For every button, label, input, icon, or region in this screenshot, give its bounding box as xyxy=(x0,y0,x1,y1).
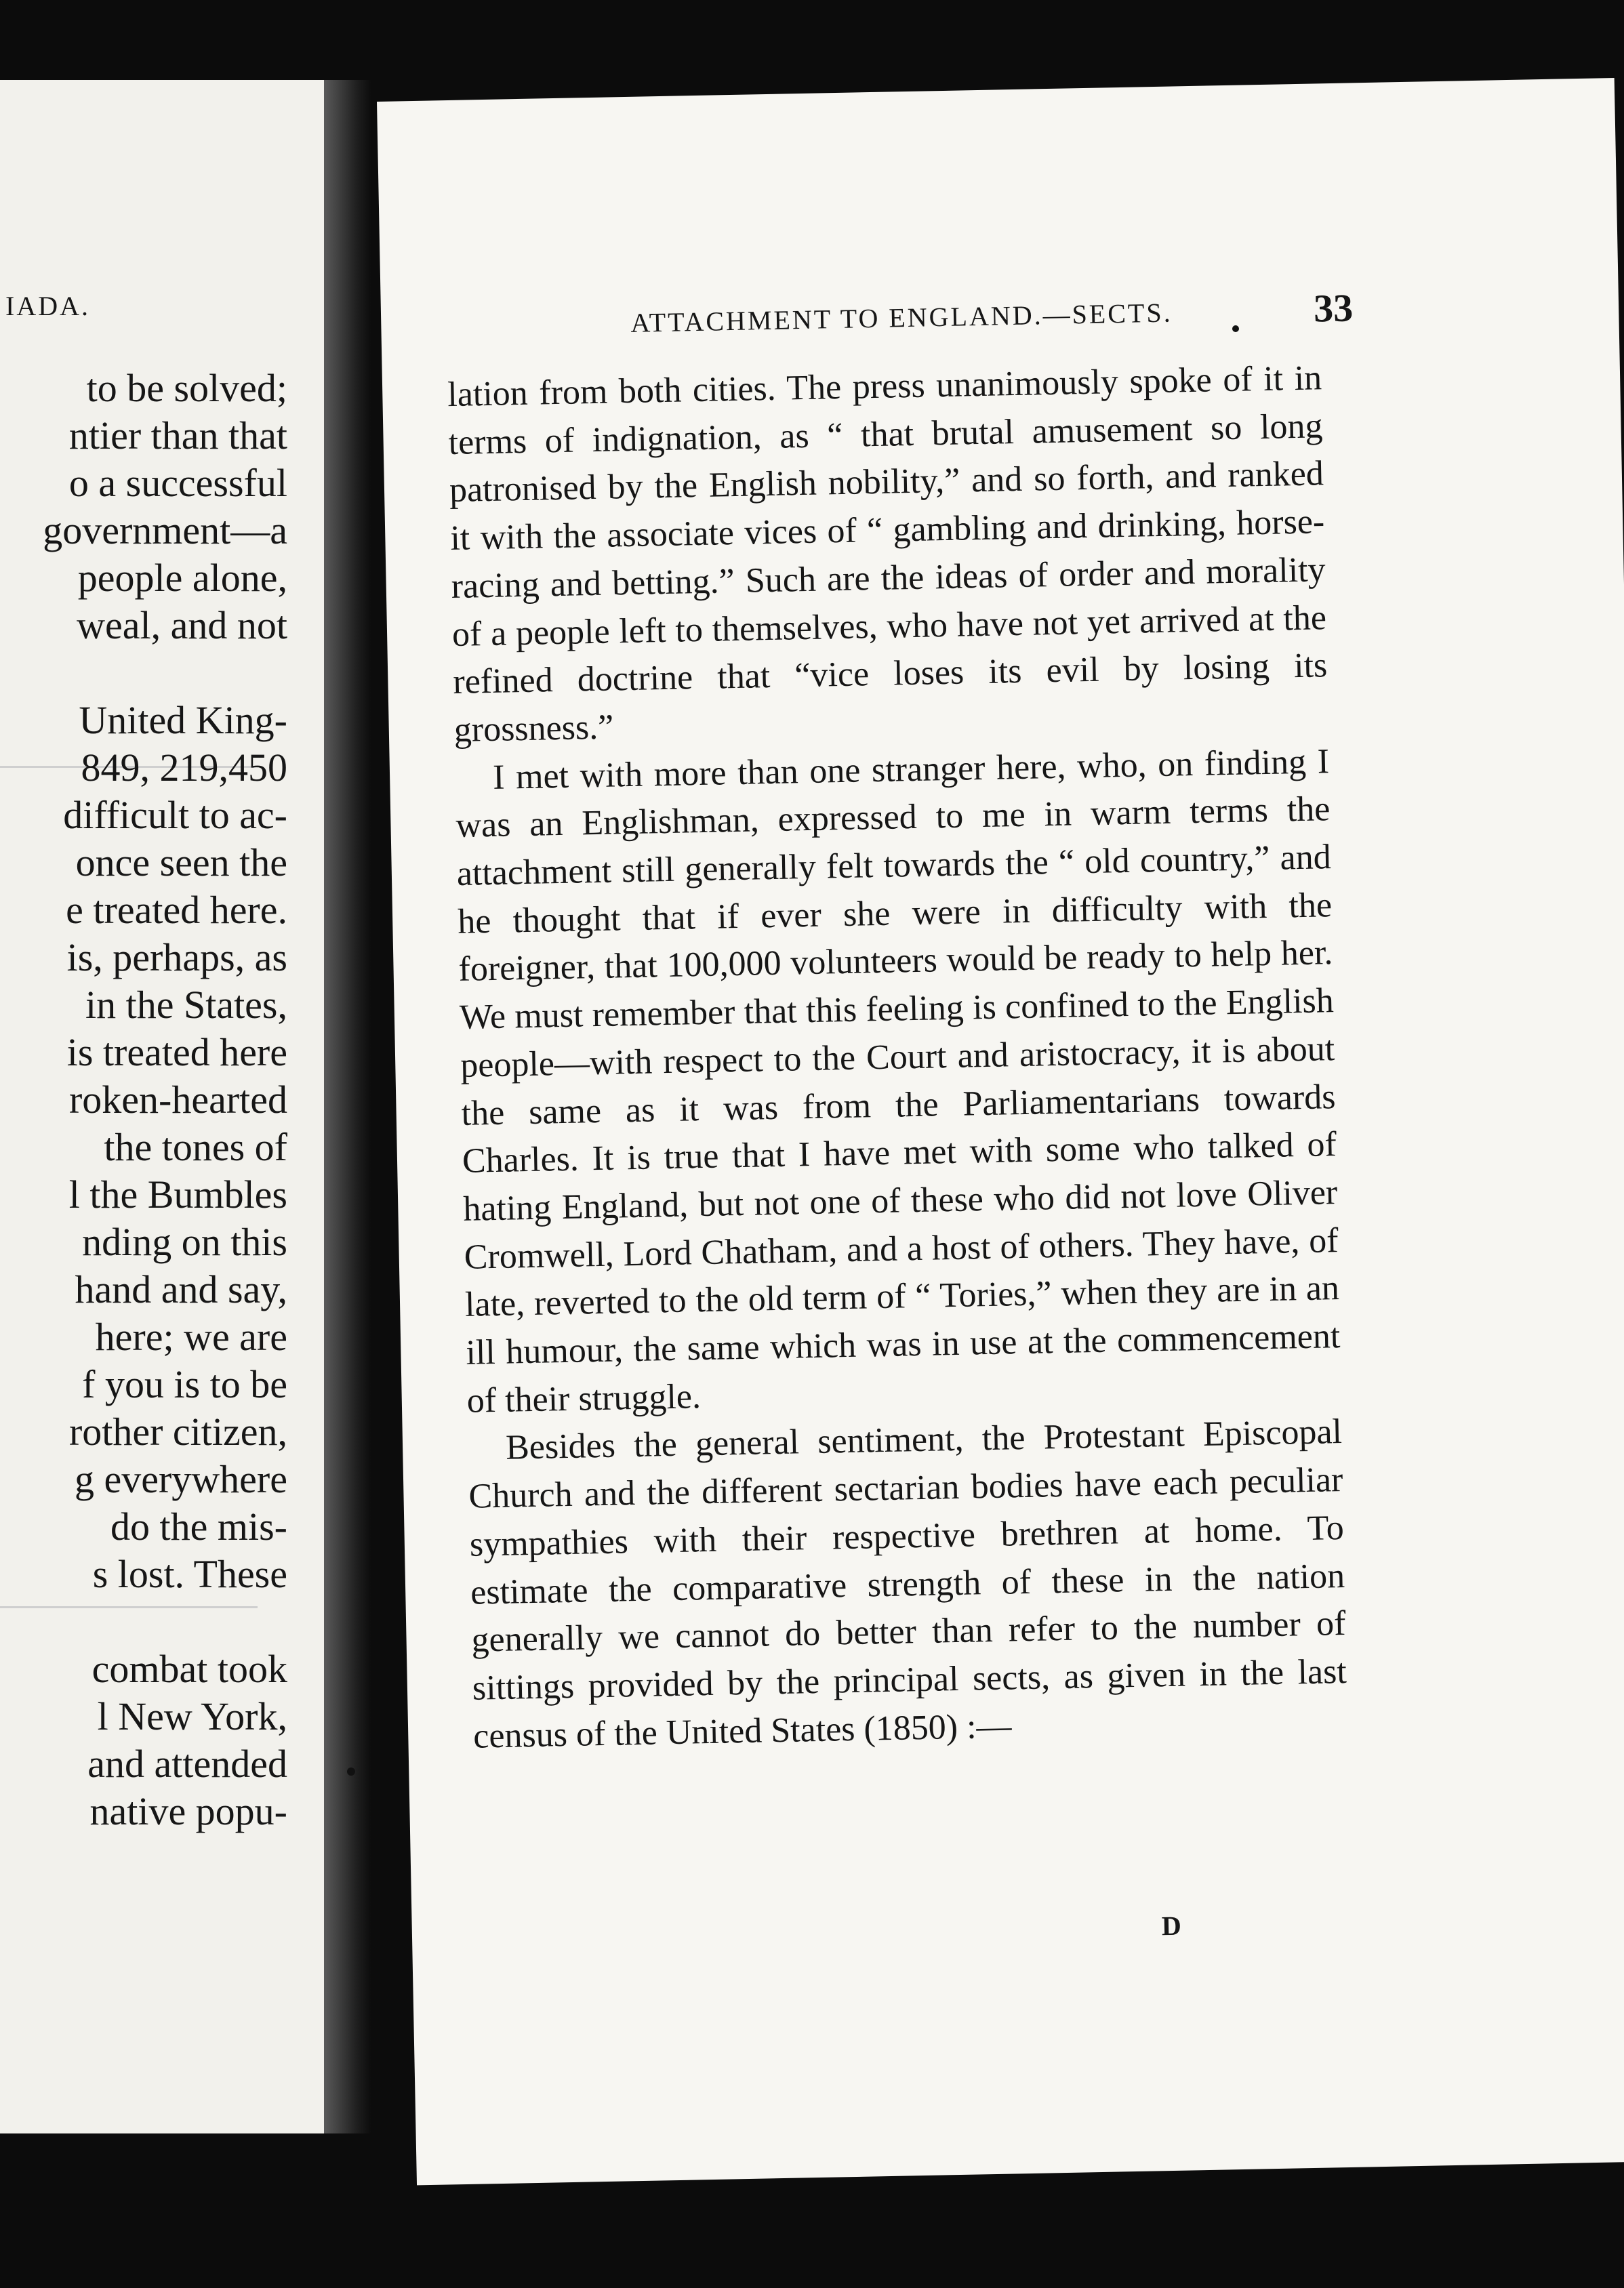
left-line: once seen the xyxy=(75,840,287,884)
left-line: to be solved; xyxy=(86,366,287,410)
page-gutter-shadow xyxy=(324,80,371,2133)
left-line: g everywhere xyxy=(75,1457,287,1501)
left-line: nding on this xyxy=(82,1220,287,1264)
left-line: and attended xyxy=(87,1742,287,1786)
left-line: rother citizen, xyxy=(68,1410,287,1454)
left-line: United King- xyxy=(79,698,287,742)
running-head: ATTACHMENT TO ENGLAND.—SECTS. xyxy=(630,297,1173,338)
left-line: s lost. These xyxy=(92,1552,287,1596)
right-page xyxy=(377,78,1624,2185)
left-line: native popu- xyxy=(89,1789,287,1833)
left-page xyxy=(0,80,324,2133)
left-running-head: IADA. xyxy=(5,291,90,321)
left-line: is, perhaps, as xyxy=(66,935,287,979)
left-line: is treated here xyxy=(66,1030,287,1074)
left-line: in the States, xyxy=(85,983,287,1027)
left-line: o a successful xyxy=(68,461,287,505)
left-line: here; we are xyxy=(95,1315,287,1359)
paragraph: lation from both cities. The press unanimously spoke of it in terms of indignation, as “ that brutal amusement so long patronised by the English nobility,” and so forth, and ranked it with the associate vices of “ gambling and drinking, horse-racing and betting.” Such are the ideas of order and morality of a people left to themselves, who have not yet arrived at the refined doctrine that “vice loses its evil by losing its grossness.” xyxy=(447,359,1328,750)
page-number: 33 xyxy=(1313,285,1354,331)
ink-speck xyxy=(347,1768,355,1776)
left-line: combat took xyxy=(92,1647,287,1691)
left-line: difficult to ac- xyxy=(63,793,287,837)
left-line: l the Bumbles xyxy=(68,1172,287,1217)
left-line: do the mis- xyxy=(110,1505,287,1549)
left-line: people alone, xyxy=(77,556,287,600)
left-line: f you is to be xyxy=(82,1362,287,1406)
left-line: hand and say, xyxy=(75,1267,287,1311)
left-line: 849, 219,450 xyxy=(81,745,287,790)
left-line: weal, and not xyxy=(77,603,287,647)
left-line: the tones of xyxy=(104,1125,287,1169)
body-text xyxy=(447,354,1348,1761)
left-line: e treated here. xyxy=(66,888,287,932)
left-line: ntier than that xyxy=(68,413,287,457)
left-line: l New York, xyxy=(97,1694,287,1738)
left-line: government—a xyxy=(43,508,287,552)
signature-mark: D xyxy=(1161,1910,1182,1942)
ink-speck xyxy=(1232,325,1239,332)
left-line: roken-hearted xyxy=(68,1078,287,1122)
paragraph: Besides the general sentiment, the Protestant Episcopal Church and the different sectarian bodies have each peculiar sympathies with their respective brethren at home. To estimate the comparative strength of these in the nation generally we cannot do better than refer to the number of sittings provided by the principal sects, as given in the last census of the United States (1850) :— xyxy=(468,1412,1347,1756)
left-faint-rule xyxy=(0,1606,258,1608)
paragraph: I met with more than one stranger here, who, on finding I was an Englishman, expressed to me in warm terms the attachment still generally felt towards the “ old country,” and he thought that if ever she were in difficulty with the foreigner, that 100,000 volunteers would be ready to help her. We must remember that this feeling is confined to the English people—with respect to the Court and aristocracy, it is about the same as it was from the Parliamentarians towards Charles. It is true that I have met with some who talked of hating England, but not one of these who did not love Oliver Cromwell, Lord Chatham, and a host of others. They have, of late, reverted to the old term of “ Tories,” when they are in an ill humour, the same which was in use at the commencement of their struggle. xyxy=(455,741,1341,1421)
